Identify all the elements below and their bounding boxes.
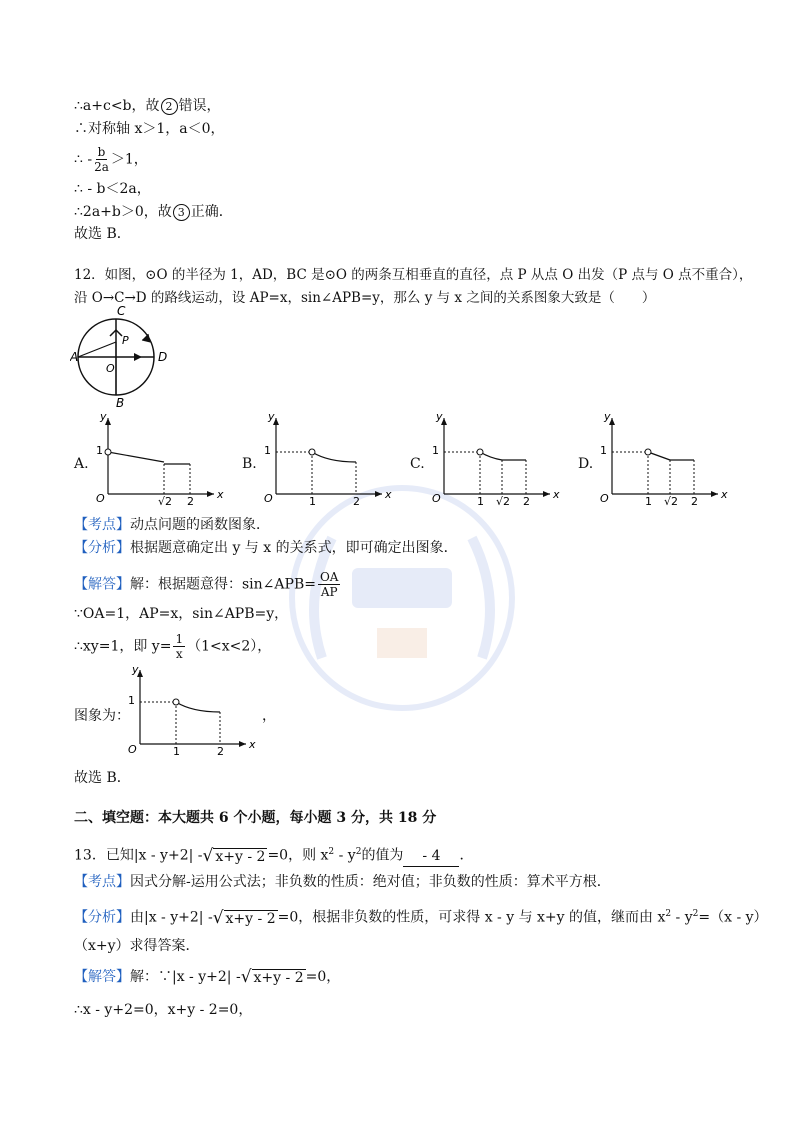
kaodian-tag: 【考点】 (74, 517, 130, 533)
tick-label-2: 2 (217, 745, 224, 758)
solution-line-4: ∴ - b＜2a， (74, 181, 151, 197)
text: ． (459, 847, 474, 864)
q12-graph-label: 图象为： (74, 708, 130, 724)
fenxi-tag: 【分析】 (74, 909, 130, 926)
tick-label-2: 2 (187, 495, 194, 506)
label-d: D (158, 350, 168, 364)
answer-graph (122, 664, 260, 760)
tick-label-y1: 1 (600, 444, 607, 457)
tick-label-1: 1 (173, 745, 180, 758)
sqrt: √ x+y - 2 (212, 907, 276, 928)
text: ∴xy=1，即 y= (74, 638, 172, 655)
q12-stem-line-1: 12．如图，⊙O 的半径为 1，AD，BC 是⊙O 的两条互相垂直的直径，点 P 从点 O 出发（P 点与 O 点不重合）， (74, 267, 753, 283)
circled-number: 3 (173, 204, 190, 221)
text: 解：∵|x - y+2| - (130, 969, 241, 985)
text: - y (671, 909, 693, 926)
text: ∴2a+b＞0，故 (74, 204, 172, 220)
tick-label-1: 1 (309, 495, 316, 506)
label-a: A (70, 350, 79, 364)
text: =0，根据非负数的性质，可求得 x - y 与 x+y 的值，继而由 x (277, 909, 666, 926)
tick-label-1: 1 (645, 495, 652, 506)
jieda-tag: 【解答】 (74, 576, 130, 593)
jieda-tag: 【解答】 (74, 969, 130, 985)
q12-given: ∵OA=1，AP=x，sin∠APB=y， (74, 606, 289, 622)
q13-jieda (74, 967, 340, 987)
segment-ap (78, 342, 116, 357)
circled-number: 2 (161, 98, 178, 115)
option-b-graph (258, 410, 396, 506)
q13-fenxi-line-2: （x+y）求得答案． (74, 938, 200, 954)
graph-comma: ， (262, 708, 276, 724)
radicand: x+y - 2 (225, 910, 276, 927)
axis-label-x: x (249, 738, 256, 751)
text: 解：根据题意得：sin∠APB= (130, 576, 316, 593)
q12-choice: 故选 B． (74, 770, 131, 786)
text: 由|x - y+2| - (130, 909, 213, 926)
fenxi-tag: 【分析】 (74, 540, 130, 556)
axis-label-y: y (268, 410, 275, 423)
tick-label-origin: O (432, 492, 441, 505)
option-c-letter: C. (410, 456, 425, 472)
solution-line-2: ∴对称轴 x＞1，a＜0， (74, 121, 225, 137)
tick-label-2: 2 (353, 495, 360, 506)
exponent: 2 (355, 847, 362, 857)
tick-label-y1: 1 (264, 444, 271, 457)
q13-kaodian (74, 872, 611, 892)
fraction (94, 145, 109, 174)
sqrt: √ x+y - 2 (202, 845, 266, 866)
option-d-letter: D. (578, 456, 594, 472)
label-b: B (116, 396, 125, 408)
label-o: O (106, 362, 115, 375)
q12-xy (74, 632, 271, 661)
text: ∴ - (74, 151, 93, 168)
arrow-arc-icon (142, 334, 150, 342)
numerator: 1 (175, 632, 184, 646)
numerator: OA (319, 570, 339, 584)
tick-label-y1: 1 (128, 694, 135, 707)
tick-label-sqrt2: √2 (158, 495, 173, 506)
circle-figure (70, 304, 180, 408)
answer-blank: - 4 (403, 846, 459, 867)
tick-label-origin: O (128, 743, 137, 756)
denominator: x (175, 647, 183, 661)
axis-label-x: x (553, 488, 560, 501)
tick-label-origin: O (264, 492, 273, 505)
denominator: 2a (94, 160, 109, 174)
sqrt: √ x+y - 2 (240, 967, 304, 987)
q13-fenxi-line-1 (74, 904, 768, 928)
tick-label-sqrt2: √2 (496, 495, 511, 506)
tick-label-origin: O (600, 492, 609, 505)
axis-label-x: x (385, 488, 392, 501)
axis-label-x: x (217, 488, 224, 501)
q12-jieda (74, 570, 342, 599)
text: =（x - y） (698, 909, 768, 926)
text: 正确． (190, 204, 233, 220)
text: =0， (305, 969, 341, 985)
text: 的值为 (361, 847, 404, 864)
tick-label-sqrt2: √2 (664, 495, 679, 506)
fraction (318, 570, 341, 599)
denominator: AP (320, 585, 338, 599)
q12-fenxi (74, 538, 458, 558)
solution-line-6: 故选 B． (74, 226, 131, 242)
text: ＞1， (110, 151, 148, 168)
axis-label-y: y (100, 410, 107, 423)
q13-stem (74, 842, 473, 867)
solution-line-5 (74, 202, 233, 222)
axis-label-y: y (604, 410, 611, 423)
exponent: 2 (665, 909, 672, 919)
radicand: x+y - 2 (253, 970, 304, 986)
fraction (173, 632, 185, 661)
text: 13．已知|x - y+2| - (74, 847, 203, 864)
solution-line-1 (74, 96, 221, 116)
text: 因式分解-运用公式法；非负数的性质：绝对值；非负数的性质：算术平方根． (130, 874, 611, 890)
option-b-letter: B. (242, 456, 257, 472)
section2-title: 二、填空题：本大题共 6 个小题，每小题 3 分，共 18 分 (74, 810, 437, 826)
tick-label-y1: 1 (96, 444, 103, 457)
arrow-left-icon (134, 353, 142, 361)
radicand: x+y - 2 (215, 848, 266, 865)
solution-line-3 (74, 145, 148, 174)
q12-kaodian (74, 515, 270, 535)
text: 根据题意确定出 y 与 x 的关系式，即可确定出图象． (130, 540, 458, 556)
label-c: C (117, 304, 126, 318)
axis-label-y: y (132, 664, 139, 676)
axis-label-x: x (721, 488, 728, 501)
text: - y (334, 847, 356, 864)
kaodian-tag: 【考点】 (74, 874, 130, 890)
axis-label-y: y (436, 410, 443, 423)
numerator: b (97, 145, 106, 159)
tick-label-y1: 1 (432, 444, 439, 457)
text: （1<x<2）， (187, 638, 272, 655)
exponent: 2 (328, 847, 335, 857)
text: ∴a+c<b，故 (74, 98, 160, 114)
tick-label-origin: O (96, 492, 105, 505)
text: =0，则 x (267, 847, 329, 864)
option-d-graph (594, 410, 732, 506)
exponent: 2 (692, 909, 699, 919)
text: 错误， (178, 98, 221, 114)
label-p: P (122, 334, 129, 347)
option-c-graph (426, 410, 564, 506)
tick-label-2: 2 (691, 495, 698, 506)
option-a-letter: A. (74, 456, 89, 472)
tick-label-1: 1 (477, 495, 484, 506)
text: 动点问题的函数图象． (130, 517, 270, 533)
tick-label-2: 2 (523, 495, 530, 506)
q12-stem-line-2: 沿 O→C→D 的路线运动，设 AP=x，sin∠APB=y，那么 y 与 x 之间的关系图象大致是（ ） (74, 290, 656, 306)
option-a-graph (90, 410, 228, 506)
q13-last-line: ∴x - y+2=0，x+y - 2=0， (74, 1002, 253, 1018)
